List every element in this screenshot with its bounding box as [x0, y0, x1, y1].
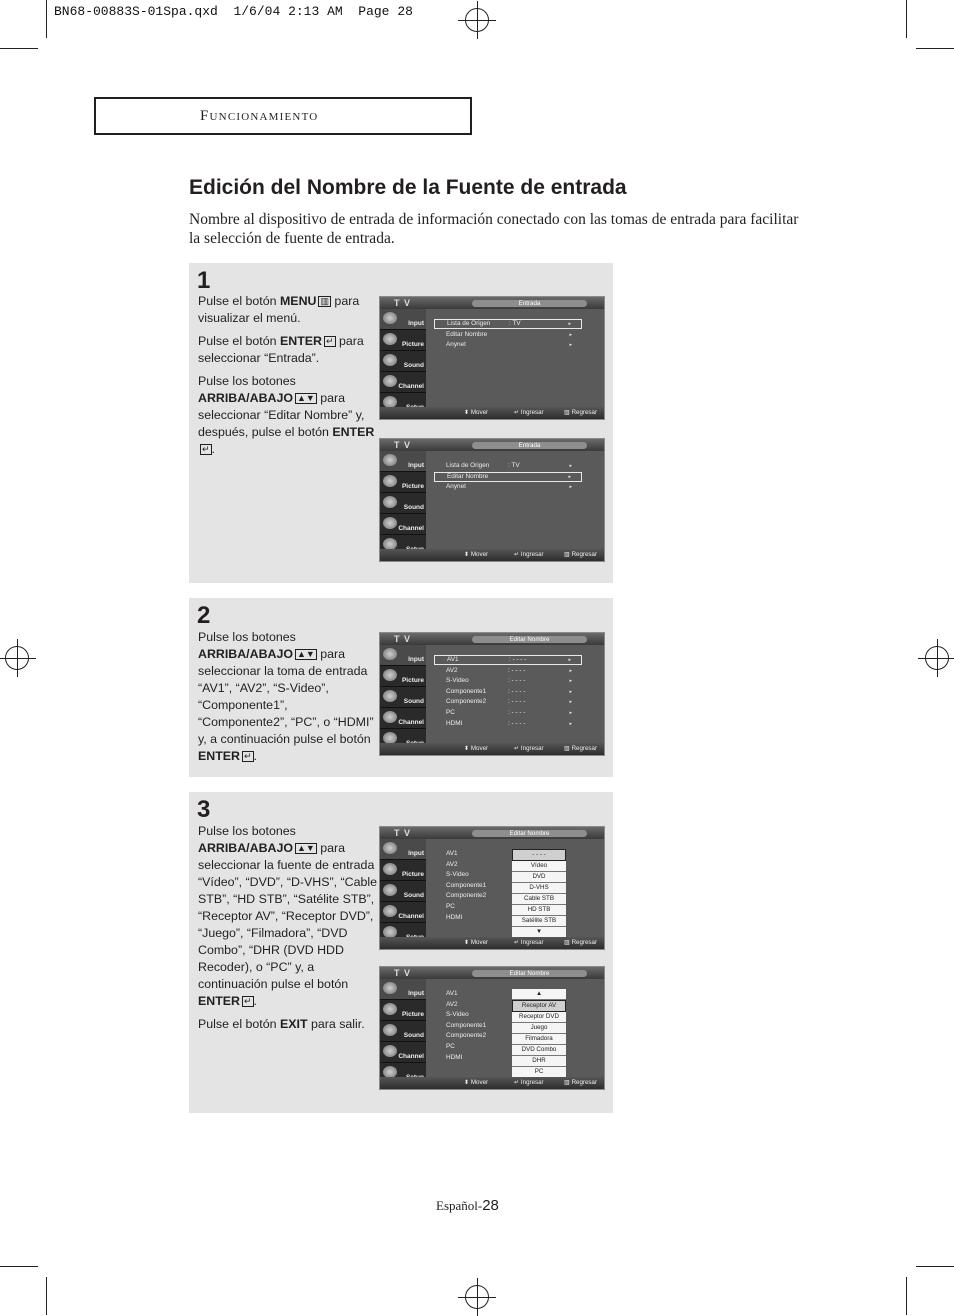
tv-menu-row	[434, 461, 582, 471]
move-hint: ⬍ Mover	[464, 939, 489, 946]
tv-screen	[379, 438, 605, 562]
step-number: 1	[197, 267, 211, 294]
tv-sidebar-label: Channel	[398, 719, 424, 726]
instruction-text: Pulse los botones	[198, 630, 296, 644]
tv-menu-row	[434, 340, 582, 350]
instruction-paragraph	[198, 373, 380, 458]
tv-sidebar-item	[380, 902, 426, 923]
tv-row-label: Lista de Origen	[446, 462, 490, 469]
tv-row-label: HDMI	[446, 913, 463, 921]
crop-mark	[0, 48, 38, 49]
tv-sidebar-label: Channel	[398, 383, 424, 390]
tv-row-value: : - - - -	[508, 698, 526, 706]
tv-menu-content	[426, 645, 604, 743]
back-hint: ▥ Regresar	[564, 551, 598, 558]
remote-button-icon: ▲▼	[297, 393, 315, 404]
source-option: D-VHS	[512, 883, 566, 894]
sound-icon	[383, 496, 397, 508]
arrow-right-icon: ▸	[569, 331, 572, 338]
source-option: DVD	[512, 872, 566, 883]
tv-sidebar-label: Input	[408, 656, 424, 663]
input-icon	[383, 454, 397, 466]
tv-row-label: Componente1	[446, 687, 487, 695]
button-name: ARRIBA/ABAJO	[198, 841, 293, 855]
tv-menu-row	[434, 482, 582, 492]
tv-label: T V	[394, 828, 412, 838]
tv-sidebar-label: Sound	[403, 892, 424, 899]
tv-menu-header	[380, 967, 604, 979]
arrow-right-icon: ▸	[569, 667, 572, 674]
tv-row-label: Componente2	[446, 1032, 487, 1040]
tv-sidebar-label: Sound	[403, 504, 424, 511]
tv-menu-row	[434, 676, 582, 686]
arrow-right-icon: ▸	[569, 484, 572, 491]
tv-sidebar-item	[380, 372, 426, 393]
instruction-text: Pulse el botón	[198, 334, 280, 348]
tv-menu-header	[380, 439, 604, 451]
tv-sidebar-item	[380, 881, 426, 902]
tv-sidebar-item	[380, 1042, 426, 1063]
tv-sidebar-item	[380, 351, 426, 372]
channel-icon	[383, 711, 397, 723]
tv-menu-row	[434, 719, 582, 729]
tv-row-label: AV2	[446, 860, 458, 868]
print-slug: BN68-00883S-01Spa.qxd 1/6/04 2:13 AM Page 28	[54, 4, 413, 19]
button-name: ENTER	[198, 749, 240, 763]
sound-icon	[383, 884, 397, 896]
tv-row-label: AV1	[447, 656, 459, 663]
tv-sidebar-item	[380, 687, 426, 708]
channel-icon	[383, 1045, 397, 1057]
tv-menu-header	[380, 633, 604, 645]
tv-sidebar-item	[380, 1021, 426, 1042]
tv-sidebar-item	[380, 472, 426, 493]
enter-hint: ↵ Ingresar	[514, 409, 544, 416]
tv-menu-content	[426, 839, 604, 937]
back-hint: ▥ Regresar	[564, 939, 598, 946]
source-option: Vídeo	[512, 861, 566, 872]
source-option: Receptor DVD	[512, 1012, 566, 1023]
remote-button-icon: ↵	[325, 336, 334, 347]
source-option: DVD Combo	[512, 1045, 566, 1056]
sound-icon	[383, 354, 397, 366]
back-hint: ▥ Regresar	[564, 409, 598, 416]
source-option: ▼	[512, 927, 566, 938]
picture-icon	[383, 863, 397, 875]
instruction-text: Pulse el botón	[198, 1017, 280, 1031]
tv-menu-content	[426, 309, 604, 407]
tv-row-label: PC	[446, 709, 455, 716]
enter-hint: ↵ Ingresar	[514, 1079, 544, 1086]
tv-menu-header	[380, 297, 604, 309]
instruction-text: .	[211, 442, 215, 456]
tv-row-label: HDMI	[446, 1053, 463, 1061]
tv-sidebar-label: Sound	[403, 1032, 424, 1039]
step-instructions	[198, 629, 380, 771]
back-hint: ▥ Regresar	[564, 1079, 598, 1086]
instruction-text: para seleccionar la toma de entrada “AV1”, “AV2”, “S-Video”, “Componente1”, “Componente2”, “PC”, o “HDMI” y, a continuación pulse el botón	[198, 647, 374, 746]
tv-menu-footer	[380, 937, 604, 949]
tv-menu-title: Entrada	[472, 442, 587, 449]
button-name: ENTER	[279, 334, 322, 348]
move-hint: ⬍ Mover	[464, 409, 489, 416]
tv-sidebar-item	[380, 708, 426, 729]
registration-mark	[465, 1285, 489, 1309]
tv-row-value: : TV	[508, 462, 520, 469]
tv-sidebar-label: Channel	[398, 913, 424, 920]
arrow-right-icon: ▸	[569, 342, 572, 349]
move-hint: ⬍ Mover	[464, 1079, 489, 1086]
tv-sidebar-label: Channel	[398, 1053, 424, 1060]
tv-sidebar-label: Channel	[398, 525, 424, 532]
move-hint: ⬍ Mover	[464, 551, 489, 558]
tv-row-label: HDMI	[446, 719, 463, 727]
tv-sidebar-item	[380, 330, 426, 351]
tv-row-label: AV1	[446, 990, 458, 997]
remote-button-icon: ↵	[202, 444, 210, 455]
registration-mark	[5, 646, 29, 670]
tv-menu-footer	[380, 407, 604, 419]
tv-sidebar-label: Sound	[403, 698, 424, 705]
remote-button-icon: ▥	[320, 296, 329, 307]
instruction-text: para salir.	[307, 1017, 365, 1031]
tv-sidebar-item	[380, 1000, 426, 1021]
step-instructions	[198, 293, 380, 464]
instruction-text: Pulse el botón	[198, 294, 280, 308]
tv-sidebar-label: Picture	[401, 1011, 424, 1018]
tv-sidebar	[380, 645, 426, 743]
arrow-right-icon: ▸	[569, 688, 572, 695]
tv-screen	[379, 966, 605, 1090]
crop-mark	[46, 0, 47, 38]
tv-sidebar-item	[380, 839, 426, 860]
tv-label: T V	[394, 298, 412, 308]
crop-mark	[916, 1266, 954, 1267]
tv-screen	[379, 632, 605, 756]
page-footer: Español-28	[436, 1197, 499, 1214]
tv-row-label: Anynet	[446, 341, 466, 349]
tv-row-label: Componente1	[446, 1021, 487, 1029]
source-option: ▲	[512, 989, 566, 1000]
tv-row-label: PC	[446, 1043, 455, 1050]
tv-menu-row	[434, 708, 582, 718]
arrow-right-icon: ▸	[568, 473, 571, 480]
instruction-paragraph	[198, 823, 380, 1010]
move-hint: ⬍ Mover	[464, 745, 489, 752]
tv-sidebar-label: Picture	[401, 483, 424, 490]
instruction-paragraph	[198, 629, 380, 765]
tv-row-value: : - - - -	[508, 687, 526, 695]
tv-menu-header	[380, 827, 604, 839]
tv-row-label: Componente1	[446, 881, 487, 889]
intro-paragraph: Nombre al dispositivo de entrada de información conectado con las tomas de entrada para facilitar la selección de fuente de entrada.	[189, 211, 799, 247]
tv-sidebar	[380, 979, 426, 1077]
source-option: Juego	[512, 1023, 566, 1034]
tv-row-label: Lista de Origen	[447, 320, 491, 327]
input-icon	[383, 982, 397, 994]
step-number: 3	[197, 796, 211, 823]
tv-sidebar-label: Input	[408, 462, 424, 469]
instruction-text: Pulse los botones	[198, 374, 296, 388]
tv-menu-title: Editar Nombre	[472, 970, 587, 977]
tv-label: T V	[394, 440, 412, 450]
tv-sidebar-item	[380, 514, 426, 535]
button-name: MENU	[279, 294, 317, 308]
tv-menu-row	[434, 655, 582, 665]
channel-icon	[383, 905, 397, 917]
tv-sidebar	[380, 309, 426, 407]
enter-hint: ↵ Ingresar	[514, 745, 544, 752]
tv-row-label: S-Video	[446, 1011, 469, 1019]
tv-row-label: S-Video	[446, 871, 469, 879]
tv-sidebar-label: Input	[408, 320, 424, 327]
tv-row-value: : - - - -	[508, 677, 526, 685]
tv-sidebar-label: Input	[408, 990, 424, 997]
tv-row-label: AV2	[446, 666, 458, 674]
tv-sidebar	[380, 839, 426, 937]
source-option: PC	[512, 1067, 566, 1078]
tv-row-label: Editar Nombre	[447, 472, 489, 480]
tv-row-label: Componente2	[446, 892, 487, 900]
tv-menu-row	[434, 319, 582, 329]
tv-menu-title: Entrada	[472, 300, 587, 307]
instruction-text: .	[253, 994, 257, 1008]
tv-menu-title: Editar Nombre	[472, 636, 587, 643]
tv-row-value: : - - - -	[508, 709, 526, 716]
registration-mark	[465, 8, 489, 32]
button-name: EXIT	[279, 1017, 308, 1031]
tv-menu-title: Editar Nombre	[472, 830, 587, 837]
input-icon	[383, 312, 397, 324]
picture-icon	[383, 1003, 397, 1015]
instruction-text: para seleccionar la fuente de entrada “Vídeo”, “DVD”, “D-VHS”, “Cable STB”, “HD STB”, “Satélite STB”, “Receptor AV”, “Receptor DVD”, “Juego”, “Filmadora”, “DVD Combo”, “DHR (DVD HDD Recoder), o “PC” y, a continuación pulse el botón	[198, 841, 378, 991]
tv-sidebar	[380, 451, 426, 549]
tv-row-label: Componente2	[446, 698, 487, 706]
tv-menu-row	[434, 666, 582, 676]
tv-sidebar-item	[380, 666, 426, 687]
instruction-paragraph	[198, 1016, 380, 1033]
channel-icon	[383, 375, 397, 387]
remote-button-icon: ▲▼	[297, 843, 315, 854]
source-dropdown-list	[512, 849, 566, 938]
crop-mark	[906, 0, 907, 38]
input-icon	[383, 648, 397, 660]
tv-sidebar-label: Picture	[401, 677, 424, 684]
button-name: ARRIBA/ABAJO	[198, 647, 293, 661]
picture-icon	[383, 669, 397, 681]
tv-sidebar-item	[380, 645, 426, 666]
step-instructions	[198, 823, 380, 1039]
crop-mark	[916, 48, 954, 49]
step-panel-3	[189, 792, 613, 1113]
tv-row-label: Editar Nombre	[446, 330, 488, 338]
source-option: Satélite STB	[512, 916, 566, 927]
tv-sidebar-label: Input	[408, 850, 424, 857]
tv-menu-row	[434, 330, 582, 340]
instruction-text: Pulse los botones	[198, 824, 296, 838]
source-option: - - - -	[512, 849, 566, 861]
tv-menu-row	[434, 687, 582, 697]
arrow-right-icon: ▸	[569, 720, 572, 727]
page-title: Edición del Nombre de la Fuente de entrada	[189, 176, 627, 199]
instruction-text: para visualizar el menú.	[198, 294, 360, 325]
remote-button-icon: ▲▼	[297, 649, 315, 660]
tv-sidebar-label: Picture	[401, 871, 424, 878]
tv-row-label: S-Video	[446, 677, 469, 685]
picture-icon	[383, 333, 397, 345]
input-icon	[383, 842, 397, 854]
tv-sidebar-item	[380, 309, 426, 330]
arrow-right-icon: ▸	[569, 463, 572, 469]
crop-mark	[46, 1277, 47, 1315]
tv-menu-content	[426, 451, 604, 549]
instruction-text: .	[253, 749, 257, 763]
tv-row-label: PC	[446, 903, 455, 910]
tv-label: T V	[394, 968, 412, 978]
arrow-right-icon: ▸	[568, 657, 571, 663]
arrow-right-icon: ▸	[568, 321, 571, 327]
source-option: Cable STB	[512, 894, 566, 905]
crop-mark	[906, 1277, 907, 1315]
step-panel-2	[189, 598, 613, 777]
arrow-right-icon: ▸	[569, 710, 572, 716]
channel-icon	[383, 517, 397, 529]
tv-menu-row	[434, 697, 582, 707]
tv-menu-footer	[380, 743, 604, 755]
source-option: Receptor AV	[512, 1000, 566, 1012]
tv-row-label: AV2	[446, 1000, 458, 1008]
tv-row-value: : - - - -	[508, 666, 526, 674]
source-dropdown-list	[512, 989, 566, 1078]
back-hint: ▥ Regresar	[564, 745, 598, 752]
tv-menu-row	[434, 472, 582, 482]
instruction-paragraph	[198, 333, 380, 367]
registration-mark	[925, 646, 949, 670]
button-name: ARRIBA/ABAJO	[198, 391, 293, 405]
source-option: HD STB	[512, 905, 566, 916]
enter-hint: ↵ Ingresar	[514, 551, 544, 558]
tv-sidebar-item	[380, 451, 426, 472]
remote-button-icon: ↵	[244, 996, 252, 1007]
remote-button-icon: ↵	[244, 751, 252, 762]
tv-label: T V	[394, 634, 412, 644]
button-name: ENTER	[198, 994, 240, 1008]
tv-menu-footer	[380, 1077, 604, 1089]
tv-sidebar-item	[380, 860, 426, 881]
crop-mark	[0, 1266, 38, 1267]
enter-hint: ↵ Ingresar	[514, 939, 544, 946]
arrow-right-icon: ▸	[569, 699, 572, 706]
arrow-right-icon: ▸	[569, 678, 572, 685]
tv-sidebar-item	[380, 979, 426, 1000]
source-option: DHR	[512, 1056, 566, 1067]
tv-sidebar-label: Picture	[401, 341, 424, 348]
source-option: Filmadora	[512, 1034, 566, 1045]
sound-icon	[383, 1024, 397, 1036]
tv-row-label: AV1	[446, 850, 458, 857]
instruction-text: para seleccionar “Editar Nombre” y, después, pulse el botón	[198, 391, 365, 439]
sound-icon	[383, 690, 397, 702]
tv-screen	[379, 826, 605, 950]
step-number: 2	[197, 602, 211, 629]
tv-row-value: : - - - -	[508, 719, 526, 727]
tv-screen	[379, 296, 605, 420]
picture-icon	[383, 475, 397, 487]
section-label: Funcionamiento	[200, 108, 319, 124]
tv-row-label: Anynet	[446, 483, 466, 491]
tv-sidebar-item	[380, 493, 426, 514]
instruction-paragraph	[198, 293, 380, 327]
button-name: ENTER	[332, 425, 375, 439]
tv-menu-footer	[380, 549, 604, 561]
tv-row-value: : - - - -	[509, 656, 527, 663]
instruction-text: para seleccionar “Entrada”.	[198, 334, 364, 365]
tv-menu-content	[426, 979, 604, 1077]
tv-row-value: : TV	[509, 320, 521, 327]
step-panel-1	[189, 263, 613, 583]
tv-sidebar-label: Sound	[403, 362, 424, 369]
